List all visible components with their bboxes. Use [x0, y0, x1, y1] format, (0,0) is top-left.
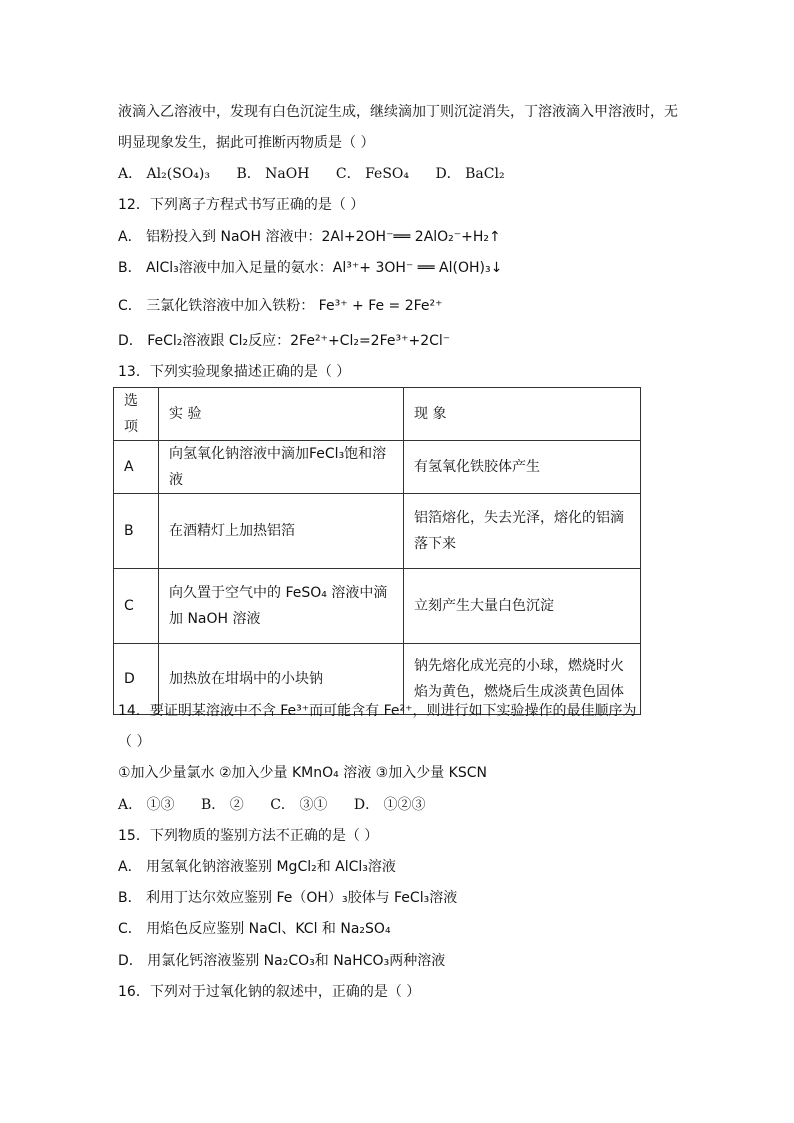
q12-option-d: D． FeCl₂溶液跟 Cl₂反应：2Fe²⁺+Cl₂=2Fe³⁺+2Cl⁻	[118, 333, 451, 349]
row-option: C	[114, 569, 159, 644]
header-experiment: 实 验	[159, 388, 404, 441]
q14-operations: ①加入少量氯水 ②加入少量 KMnO₄ 溶液 ③加入少量 KSCN	[118, 765, 487, 781]
table-header-row	[114, 388, 641, 441]
table-row	[114, 569, 641, 644]
q15-option-b: B． 利用丁达尔效应鉴别 Fe（OH）₃胶体与 FeCl₃溶液	[118, 890, 458, 906]
q14-option-b: B． ②	[201, 797, 244, 813]
q11-option-c: C． FeSO₄	[335, 166, 409, 182]
row-experiment: 在酒精灯上加热铝箔	[159, 494, 404, 569]
q11-text-line2: 明显现象发生，据此可推断丙物质是（ ）	[118, 135, 375, 151]
row-phenomenon: 铝箔熔化，失去光泽，熔化的铝滴落下来	[404, 494, 641, 569]
q12-stem: 12．下列离子方程式书写正确的是（ ）	[118, 197, 365, 213]
row-experiment: 向久置于空气中的 FeSO₄ 溶液中滴加 NaOH 溶液	[159, 569, 404, 644]
q12-option-c: C． 三氯化铁溶液中加入铁粉： Fe³⁺ + Fe = 2Fe²⁺	[118, 298, 443, 314]
q11-options	[118, 164, 527, 184]
q15-option-c: C． 用焰色反应鉴别 NaCl、KCl 和 Na₂SO₄	[118, 921, 391, 937]
q11-option-d: D． BaCl₂	[435, 166, 505, 182]
q14-stem-line1: 14．要证明某溶液中不含 Fe³⁺而可能含有 Fe²⁺，则进行如下实验操作的最佳顺序为	[118, 703, 637, 719]
row-experiment: 向氢氧化钠溶液中滴加FeCl₃饱和溶液	[159, 441, 404, 494]
q12-option-b: B． AlCl₃溶液中加入足量的氨水：Al³⁺+ 3OH⁻ ══ Al(OH)₃↓	[118, 260, 503, 276]
q14-stem-line2: （ ）	[118, 734, 151, 750]
table-row	[114, 494, 641, 569]
row-option: A	[114, 441, 159, 494]
q15-option-d: D． 用氯化钙溶液鉴别 Na₂CO₃和 NaHCO₃两种溶液	[118, 953, 446, 969]
q12-option-a: A． 铝粉投入到 NaOH 溶液中：2Al+2OH⁻══ 2AlO₂⁻+H₂↑	[118, 229, 501, 245]
q11-text-line1: 液滴入乙溶液中，发现有白色沉淀生成，继续滴加丁则沉淀消失，丁溶液滴入甲溶液时，无	[118, 104, 678, 120]
q16-stem: 16．下列对于过氧化钠的叙述中，正确的是（ ）	[118, 984, 421, 1000]
header-option: 选项	[114, 388, 159, 441]
q11-option-a: A． Al₂(SO₄)₃	[118, 166, 210, 182]
q15-stem: 15．下列物质的鉴别方法不正确的是（ ）	[118, 828, 379, 844]
q14-options	[118, 795, 448, 815]
row-phenomenon: 有氢氧化铁胶体产生	[404, 441, 641, 494]
q14-option-c: C． ③①	[270, 797, 328, 813]
table-row	[114, 441, 641, 494]
row-phenomenon: 立刻产生大量白色沉淀	[404, 569, 641, 644]
row-option: B	[114, 494, 159, 569]
q13-stem: 13．下列实验现象描述正确的是（ ）	[118, 364, 351, 380]
q14-option-a: A． ①③	[118, 797, 175, 813]
row-phenomenon: 钠先熔化成光亮的小球，燃烧时火焰为黄色，燃烧后生成淡黄色固体	[404, 644, 641, 715]
header-phenomenon: 现 象	[404, 388, 641, 441]
row-option: D	[114, 644, 159, 715]
q14-option-d: D． ①②③	[353, 797, 426, 813]
q15-option-a: A． 用氢氧化钠溶液鉴别 MgCl₂和 AlCl₃溶液	[118, 859, 396, 875]
row-experiment: 加热放在坩埚中的小块钠	[159, 644, 404, 715]
q11-option-b: B． NaOH	[236, 166, 310, 182]
q13-table	[113, 387, 641, 715]
